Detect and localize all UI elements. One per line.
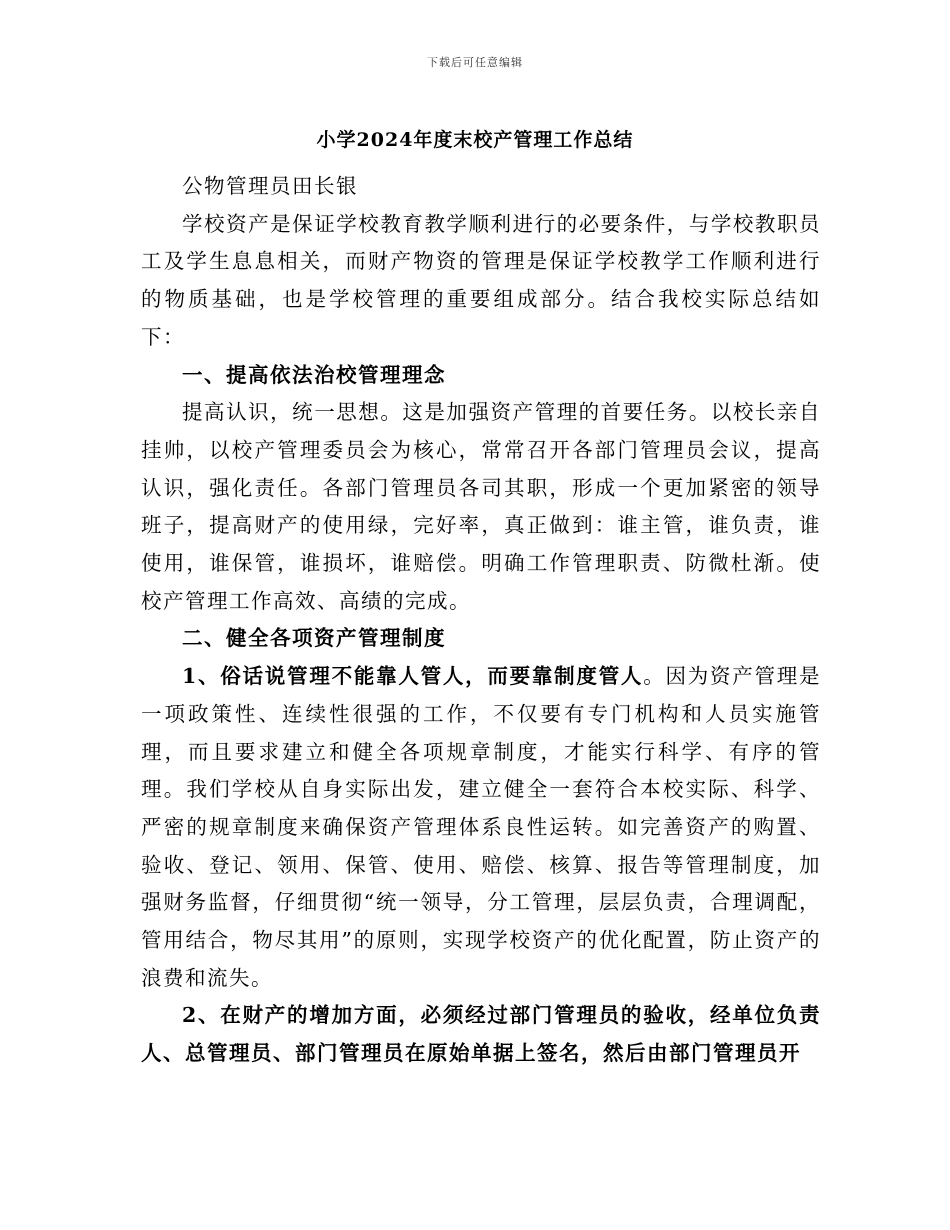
- section2-heading: 二、健全各项资产管理制度: [182, 626, 446, 651]
- section2-item1: [141, 658, 821, 997]
- document-title: 小学2024年度末校产管理工作总结: [316, 129, 634, 151]
- section2-item1-rest: 。因为资产管理是一项政策性、连续性很强的工作，不仅要有专门机构和人员实施管理，而且要求建立和健全各项规章制度，才能实行科学、有序的管理。我们学校从自身实际出发，建立健全一套符合本校实际、科学、严密的规章制度来确保资产管理体系良性运转。如完善资产的购置、验收、登记、领用、保管、使用、赔偿、核算、报告等管理制度，加强财务监督，仔细贯彻“统一领导，分工管理，层层负责，合理调配，管用结合，物尽其用”的原则，实现学校资产的优化配置，防止资产的浪费和流失。: [141, 664, 822, 990]
- author-line: 公物管理员田长银: [182, 174, 358, 198]
- header-note: 下载后可任意编辑: [427, 56, 523, 69]
- section1-heading: 一、提高依法治校管理理念: [182, 362, 446, 387]
- document-body: [141, 168, 821, 1073]
- intro-paragraph: 学校资产是保证学校教育教学顺利进行的必要条件，与学校教职员工及学生息息相关，而财产物资的管理是保证学校教学工作顺利进行的物质基础，也是学校管理的重要组成部分。结合我校实际总结如下：: [141, 211, 821, 349]
- section2-item1-lead: 1、俗话说管理不能靠人管人，而要靠制度管人: [182, 664, 644, 689]
- section1-paragraph: 提高认识，统一思想。这是加强资产管理的首要任务。以校长亲自挂帅，以校产管理委员会为核心，常常召开各部门管理员会议，提高认识，强化责任。各部门管理员各司其职，形成一个更加紧密的领导班子，提高财产的使用绿，完好率，真正做到：谁主管，谁负责，谁使用，谁保管，谁损坏，谁赔偿。明确工作管理职责、防微杜渐。使校产管理工作高效、高绩的完成。: [141, 400, 821, 613]
- section2-item2: 2、在财产的增加方面，必须经过部门管理员的验收，经单位负责人、总管理员、部门管理员在原始单据上签名，然后由部门管理员开: [141, 1003, 821, 1066]
